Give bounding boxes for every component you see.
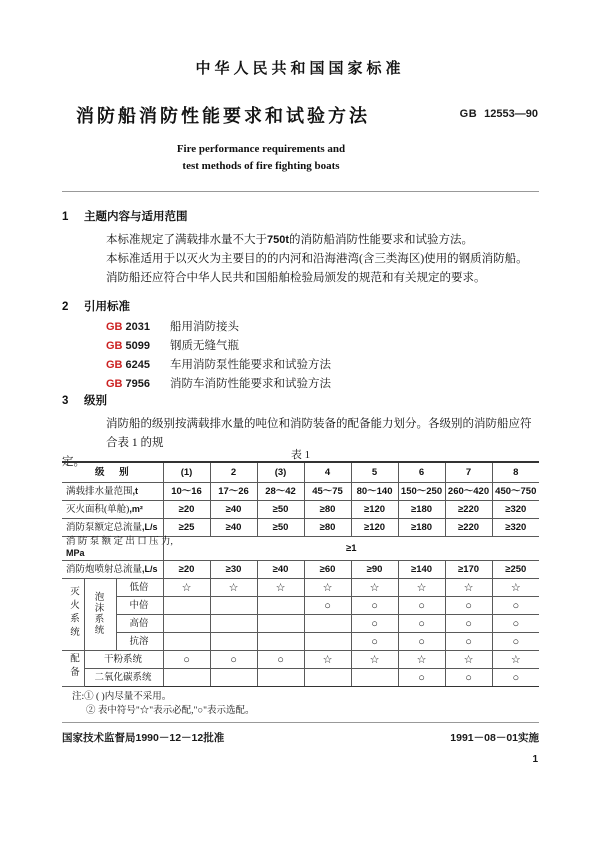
cell: ☆ — [492, 651, 539, 669]
cell: ○ — [445, 615, 492, 633]
ref-number: 5099 — [125, 340, 150, 352]
table-row — [62, 561, 539, 579]
cell: ○ — [492, 615, 539, 633]
cell — [210, 597, 257, 615]
cell: ○ — [398, 615, 445, 633]
notes-lead: 注: — [72, 692, 85, 702]
ref-number: 6245 — [125, 359, 150, 371]
row-label-text: 消防炮喷射总流量 — [66, 565, 143, 575]
group-label-text: 配备 — [68, 653, 78, 680]
cell: ≥180 — [398, 501, 445, 519]
cell — [210, 633, 257, 651]
cell — [257, 669, 304, 687]
table-row — [62, 579, 539, 597]
cell — [257, 597, 304, 615]
section-3-para-1: 消防船的级别按满载排水量的吨位和消防装备的配备能力划分。各级别的消防船应符合表 1 的规 — [106, 418, 532, 449]
table-row — [62, 669, 539, 687]
col-header-5: 5 — [351, 462, 398, 483]
header-divider — [62, 191, 539, 192]
cell — [163, 615, 210, 633]
cell — [163, 669, 210, 687]
ref-number: 7956 — [125, 378, 150, 390]
notes-row-2 — [62, 704, 539, 718]
col-header-6: 6 — [398, 462, 445, 483]
row-label-displacement — [62, 483, 163, 501]
s1-p1-c: 的消防船消防性能要求和试验方法。 — [289, 234, 474, 246]
effective-info — [450, 730, 539, 745]
cell: ≥90 — [351, 561, 398, 579]
cell: ○ — [445, 669, 492, 687]
row-label-text: 灭火面积(单舱) — [66, 505, 130, 515]
notes-row-1 — [62, 690, 539, 704]
cell — [210, 669, 257, 687]
section-1-number: 1 — [62, 211, 69, 223]
table-caption: 表 1 — [290, 449, 311, 461]
cell: ≥320 — [492, 519, 539, 537]
section-1-para-1 — [90, 231, 539, 250]
standard-code — [460, 108, 538, 120]
cell: 150～250 — [398, 483, 445, 501]
pressure-label-line1: 消 防 泵 额 定 出 口 压 力, — [66, 537, 173, 547]
row-label-pump-pressure — [62, 537, 173, 561]
cell — [210, 615, 257, 633]
effective-suffix: 实施 — [518, 733, 539, 744]
cell: ○ — [163, 651, 210, 669]
section-1-para-3: 消防船还应符合中华人民共和国船舶检验局颁发的规范和有关规定的要求。 — [106, 272, 486, 284]
pressure-label-line2: MPa — [66, 548, 85, 558]
cell — [351, 669, 398, 687]
header-class-label: 级 别 — [62, 462, 163, 483]
title-en-line2: test methods of fire fighting boats — [182, 160, 340, 172]
cell: ≥40 — [257, 561, 304, 579]
row-label-alcohol-resistant: 抗溶 — [116, 633, 163, 651]
cell: ≥80 — [304, 501, 351, 519]
row-label-fire-area — [62, 501, 163, 519]
national-standard-line: 中华人民共和国国家标准 — [195, 61, 405, 77]
cell: ○ — [445, 633, 492, 651]
cell: ○ — [492, 597, 539, 615]
section-1-body — [90, 231, 539, 288]
section-2-number: 2 — [62, 301, 69, 313]
table-row — [62, 651, 539, 669]
cell: ≥20 — [163, 501, 210, 519]
section-2-title: 引用标准 — [84, 301, 130, 313]
cell: 80～140 — [351, 483, 398, 501]
section-2 — [62, 298, 539, 394]
cell: ☆ — [304, 651, 351, 669]
cell: 450～750 — [492, 483, 539, 501]
cell: ○ — [492, 669, 539, 687]
pressure-label-stack — [66, 537, 173, 559]
section-3-title: 级别 — [84, 395, 107, 407]
cell: ≥120 — [351, 519, 398, 537]
cell — [163, 633, 210, 651]
table-row — [62, 501, 539, 519]
footer-divider — [62, 722, 539, 723]
col-header-4: 4 — [304, 462, 351, 483]
cell: ☆ — [445, 579, 492, 597]
col-header-8: 8 — [492, 462, 539, 483]
section-2-heading — [62, 298, 539, 314]
table-row — [62, 633, 539, 651]
s1-p1-value: 750t — [267, 234, 290, 246]
cell: ☆ — [398, 579, 445, 597]
cell: ○ — [398, 633, 445, 651]
cell — [163, 597, 210, 615]
cell: ○ — [398, 669, 445, 687]
col-header-7: 7 — [445, 462, 492, 483]
cell: ○ — [351, 597, 398, 615]
cell: ≥320 — [492, 501, 539, 519]
cell: ≥20 — [163, 561, 210, 579]
list-item — [90, 356, 539, 375]
cell: ≥120 — [351, 501, 398, 519]
ref-name: 船用消防接头 — [170, 321, 239, 333]
list-item — [90, 318, 539, 337]
cell: ≥220 — [445, 519, 492, 537]
ref-name: 消防车消防性能要求和试验方法 — [170, 378, 331, 390]
approval-date: 1990－12－12 — [135, 732, 204, 744]
row-label-text: 满载排水量范围 — [66, 487, 133, 497]
cell: ☆ — [351, 651, 398, 669]
row-label-high-expansion: 高倍 — [116, 615, 163, 633]
note-item-1: ① ( )内尽量不采用。 — [84, 692, 172, 702]
section-1-para-2: 本标准适用于以灭火为主要目的的内河和沿海港湾(含三类海区)使用的钢质消防船。 — [106, 253, 528, 265]
standard-prefix: GB — [459, 108, 478, 120]
table-row — [62, 615, 539, 633]
title-row — [62, 102, 538, 128]
table-row — [62, 537, 539, 561]
cell: ≥80 — [304, 519, 351, 537]
cell — [304, 669, 351, 687]
row-label-text: 消防泵额定总流量 — [66, 523, 143, 533]
ref-gb-prefix: GB — [106, 378, 123, 390]
row-label-monitor-flow — [62, 561, 163, 579]
group-label-fire-system — [62, 579, 84, 651]
cell — [257, 633, 304, 651]
cell: ☆ — [210, 579, 257, 597]
cell: ≥140 — [398, 561, 445, 579]
table-row — [62, 597, 539, 615]
row-label-pump-flow — [62, 519, 163, 537]
classification-table — [62, 461, 539, 687]
cell: ○ — [257, 651, 304, 669]
cell: ≥50 — [257, 519, 304, 537]
row-label-unit: ,L/s — [142, 522, 158, 532]
standard-number: 12553—90 — [484, 108, 538, 120]
table-row — [62, 519, 539, 537]
cell: ≥40 — [210, 501, 257, 519]
s1-p1-a: 本标准规定了满载排水量不大于 — [106, 234, 267, 246]
masthead — [62, 57, 538, 175]
document-title-en — [62, 141, 538, 175]
cell: ○ — [304, 597, 351, 615]
cell: ○ — [351, 615, 398, 633]
ref-code — [106, 318, 168, 337]
section-3-heading — [62, 392, 539, 408]
row-label-unit: ,m² — [129, 504, 143, 514]
cell: ≥250 — [492, 561, 539, 579]
cell: 28～42 — [257, 483, 304, 501]
cell: 10～16 — [163, 483, 210, 501]
col-header-2: 2 — [210, 462, 257, 483]
section-1-heading — [62, 208, 539, 224]
group-label-text: 灭火系统 — [68, 585, 78, 640]
issuer-name: 国家技术监督局 — [62, 733, 136, 744]
ref-name: 钢质无缝气瓶 — [170, 340, 239, 352]
group-label-foam-system — [84, 579, 116, 651]
title-en-line1: Fire performance requirements and — [176, 143, 346, 155]
cell — [304, 615, 351, 633]
ref-gb-prefix: GB — [106, 340, 123, 352]
cell: ≥30 — [210, 561, 257, 579]
table-header-row — [62, 462, 539, 483]
ref-gb-prefix: GB — [106, 321, 123, 333]
cell: 17～26 — [210, 483, 257, 501]
col-header-1: (1) — [163, 462, 210, 483]
table-row — [62, 483, 539, 501]
row-label-medium-expansion: 中倍 — [116, 597, 163, 615]
row-label-low-expansion: 低倍 — [116, 579, 163, 597]
ref-gb-prefix: GB — [106, 359, 123, 371]
document-title-cn: 消防船消防性能要求和试验方法 — [76, 106, 370, 126]
col-header-3: (3) — [257, 462, 304, 483]
section-3-para-1-cont: 定。 — [62, 456, 85, 468]
cell-pressure-merged: ≥1 — [163, 537, 539, 561]
cell: ☆ — [398, 651, 445, 669]
cell: ☆ — [304, 579, 351, 597]
row-label-unit: ,t — [132, 486, 139, 496]
ref-number: 2031 — [125, 321, 150, 333]
section-1-title: 主题内容与适用范围 — [84, 211, 188, 223]
cell: 45～75 — [304, 483, 351, 501]
ref-code — [106, 337, 168, 356]
cell: ○ — [445, 597, 492, 615]
approval-info — [62, 730, 224, 745]
row-label-dry-powder: 干粉系统 — [84, 651, 163, 669]
cell: ☆ — [445, 651, 492, 669]
cell: ○ — [398, 597, 445, 615]
row-label-unit: ,L/s — [142, 564, 158, 574]
ref-name: 车用消防泵性能要求和试验方法 — [170, 359, 331, 371]
cell: ○ — [492, 633, 539, 651]
cell: 260～420 — [445, 483, 492, 501]
cell: ≥60 — [304, 561, 351, 579]
cell — [304, 633, 351, 651]
list-item — [90, 337, 539, 356]
cell: ☆ — [492, 579, 539, 597]
cell — [257, 615, 304, 633]
cell: ≥25 — [163, 519, 210, 537]
approval-suffix: 批准 — [203, 733, 225, 744]
cell: ≥170 — [445, 561, 492, 579]
cell: ≥220 — [445, 501, 492, 519]
note-item-2: ② 表中符号"☆"表示必配,"○"表示选配。 — [86, 706, 255, 716]
section-3-number: 3 — [62, 395, 69, 407]
cell: ○ — [351, 633, 398, 651]
cell: ≥50 — [257, 501, 304, 519]
cell: ≥180 — [398, 519, 445, 537]
section-1 — [62, 208, 539, 288]
cell: ☆ — [351, 579, 398, 597]
row-label-co2: 二氧化碳系统 — [84, 669, 163, 687]
effective-date: 1991－08－01 — [450, 732, 518, 744]
cell: ☆ — [257, 579, 304, 597]
ref-code — [106, 356, 168, 375]
group-label-equipment — [62, 651, 84, 687]
page-number: 1 — [532, 754, 538, 765]
foam-group-text: 泡沫系统 — [94, 592, 105, 636]
cell: ☆ — [163, 579, 210, 597]
referenced-standards-list — [90, 318, 539, 394]
table-notes — [62, 690, 539, 718]
cell: ○ — [210, 651, 257, 669]
cell: ≥40 — [210, 519, 257, 537]
